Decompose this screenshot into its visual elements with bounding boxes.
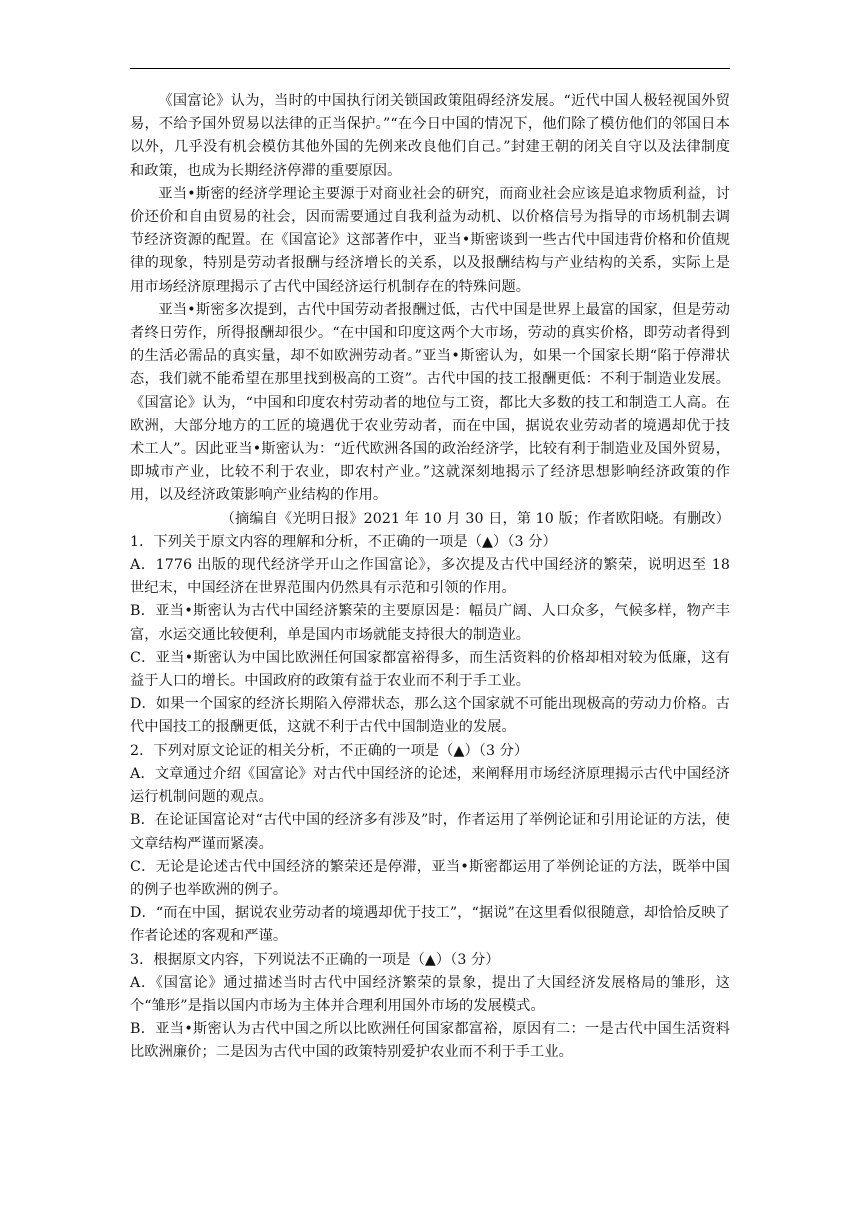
header-rule [130,68,730,69]
question-option: A．1776 出版的现代经济学开山之作国富论》，多次提及古代中国经济的繁荣，说明迟至 18 世纪末，中国经济在世界范围内仍然具有示范和引领的作用。 [130,557,730,597]
question-option: A．文章通过介绍《国富论》对古代中国经济的论述，来阐释用市场经济原理揭示古代中国经济运行机制问题的观点。 [130,765,730,806]
body-paragraph: 《国富论》认为，当时的中国执行闭关锁国政策阻碍经济发展。“近代中国人极轻视国外贸易，不给予国外贸易以法律的正当保护。”“在今日中国的情况下，他们除了模仿他们的邻国日本以外，几乎没有机会模仿其他外国的先例来改良他们自己。”封建王朝的闭关自守以及法律制度和政策，也成为长期经济停滞的重要原因。 [130,93,730,179]
question-option: C．亚当•斯密认为中国比欧洲任何国家都富裕得多，而生活资料的价格却相对较为低廉，这有益于人口的增长。中国政府的政策有益于农业而不利于手工业。 [130,649,730,690]
source-citation: （摘编自《光明日报》2021 年 10 月 30 日，第 10 版；作者欧阳峣。有删改） [220,510,730,527]
document-body [130,90,730,1065]
question-option: C．无论是论述古代中国经济的繁荣还是停滞，亚当•斯密都运用了举例论证的方法，既举中国的例子也举欧洲的例子。 [130,858,730,898]
question-stem: 3．根据原文内容，下列说法不正确的一项是（▲）（3 分） [130,951,500,968]
question-option: A．《国富论》通过描述当时古代中国经济繁荣的景象，提出了大国经济发展格局的雏形，这个“雏形”是指以国内市场为主体并合理利用国外市场的发展模式。 [130,974,730,1014]
body-paragraph: 亚当•斯密的经济学理论主要源于对商业社会的研究，而商业社会应该是追求物质利益，讨价还价和自由贸易的社会，因而需要通过自我利益为动机、以价格信号为指导的市场机制去调节经济资源的配置。在《国富论》这部著作中，亚当•斯密谈到一些古代中国违背价格和价值规律的现象，特别是劳动者报酬与经济增长的关系，以及报酬结构与产业结构的关系，实际上是用市场经济原理揭示了古代中国经济运行机制存在的特殊问题。 [130,185,730,295]
question-option: D．如果一个国家的经济长期陷入停滞状态，那么这个国家就不可能出现极高的劳动力价格。古代中国技工的报酬更低，这就不利于古代中国制造业的发展。 [130,696,730,736]
question-option: B．亚当•斯密认为古代中国经济繁荣的主要原因是：幅员广阔、人口众多，气候多样，物产丰富，水运交通比较便利，单是国内市场就能支持很大的制造业。 [130,603,730,643]
question-option: D．“而在中国，据说农业劳动者的境遇却优于技工”，“据说”在这里看似很随意，却恰恰反映了作者论述的客观和严谨。 [130,905,730,945]
question-stem: 1．下列关于原文内容的理解和分析，不正确的一项是（▲）（3 分） [130,533,557,550]
question-option: B．亚当•斯密认为古代中国之所以比欧洲任何国家都富裕，原因有二：一是古代中国生活资料比欧洲廉价；二是因为古代中国的政策特别爱护农业而不利于手工业。 [130,1021,730,1061]
question-stem: 2．下列对原文论证的相关分析，不正确的一项是（▲）（3 分） [130,742,529,759]
body-paragraph: 亚当•斯密多次提到，古代中国劳动者报酬过低，古代中国是世界上最富的国家，但是劳动者终日劳作，所得报酬却很少。“在中国和印度这两个大市场，劳动的真实价格，即劳动者得到的生活必需品的真实量，却不如欧洲劳动者。”亚当•斯密认为，如果一个国家长期“陷于停滞状态，我们就不能希望在那里找到极高的工资”。古代中国的技工报酬更低：不利于制造业发展。《国富论》认为，“中国和印度农村劳动者的地位与工资，都比大多数的技工和制造工人高。在欧洲，大部分地方的工匠的境遇优于农业劳动者，而在中国，据说农业劳动者的境遇却优于技术工人”。因此亚当•斯密认为：“近代欧洲各国的政治经济学，比较有利于制造业及国外贸易，即城市产业，比较不利于农业，即农村产业。”这就深刻地揭示了经济思想影响经济政策的作用，以及经济政策影响产业结构的作用。 [130,301,730,504]
question-option: B．在论证国富论对“古代中国的经济多有涉及”时，作者运用了举例论证和引用论证的方法，使文章结构严谨而紧凑。 [130,812,730,852]
